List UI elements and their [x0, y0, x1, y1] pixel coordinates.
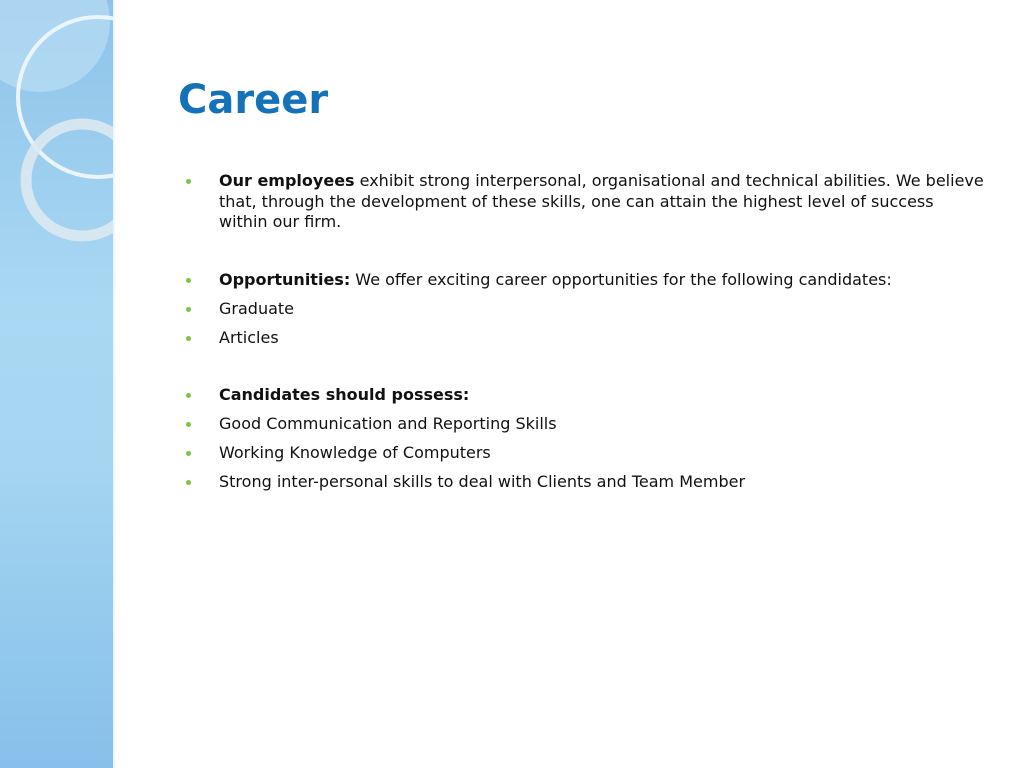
slide-title: Career	[178, 77, 329, 123]
bullet-item	[186, 299, 986, 320]
decorative-circles	[0, 0, 113, 768]
side-panel-edge	[113, 0, 116, 768]
bullet-icon	[186, 336, 191, 341]
bullet-item	[186, 414, 986, 435]
bullet-item	[186, 385, 986, 406]
bullet-item	[186, 270, 986, 291]
bullet-list	[186, 171, 986, 501]
bullet-item	[186, 328, 986, 349]
bullet-icon	[186, 393, 191, 398]
decorative-side-panel	[0, 0, 113, 768]
bullet-item	[186, 472, 986, 493]
bullet-text: Graduate	[219, 298, 294, 318]
bullet-icon	[186, 422, 191, 427]
bullet-text: We offer exciting career opportunities for the following candidates:	[350, 269, 892, 289]
bullet-text: Strong inter-personal skills to deal with Clients and Team Member	[219, 472, 746, 491]
bullet-lead: Candidates should possess:	[219, 385, 470, 404]
bullet-icon	[186, 451, 191, 456]
bullet-text: exhibit strong interpersonal, organisational and technical abilities. We believe that, through the development of these skills, one can attain the highest level of success within our firm.	[219, 171, 984, 231]
bullet-icon	[186, 480, 191, 485]
bullet-text: Articles	[219, 327, 279, 347]
bullet-text: Working Knowledge of Computers	[219, 443, 491, 462]
bullet-item	[186, 171, 986, 233]
bullet-icon	[186, 278, 191, 283]
bullet-lead: Opportunities:	[219, 269, 351, 289]
bullet-icon	[186, 307, 191, 312]
bullet-lead: Our employees	[219, 171, 355, 190]
bullet-text: Good Communication and Reporting Skills	[219, 414, 557, 433]
bullet-item	[186, 443, 986, 464]
bullet-icon	[186, 179, 191, 184]
